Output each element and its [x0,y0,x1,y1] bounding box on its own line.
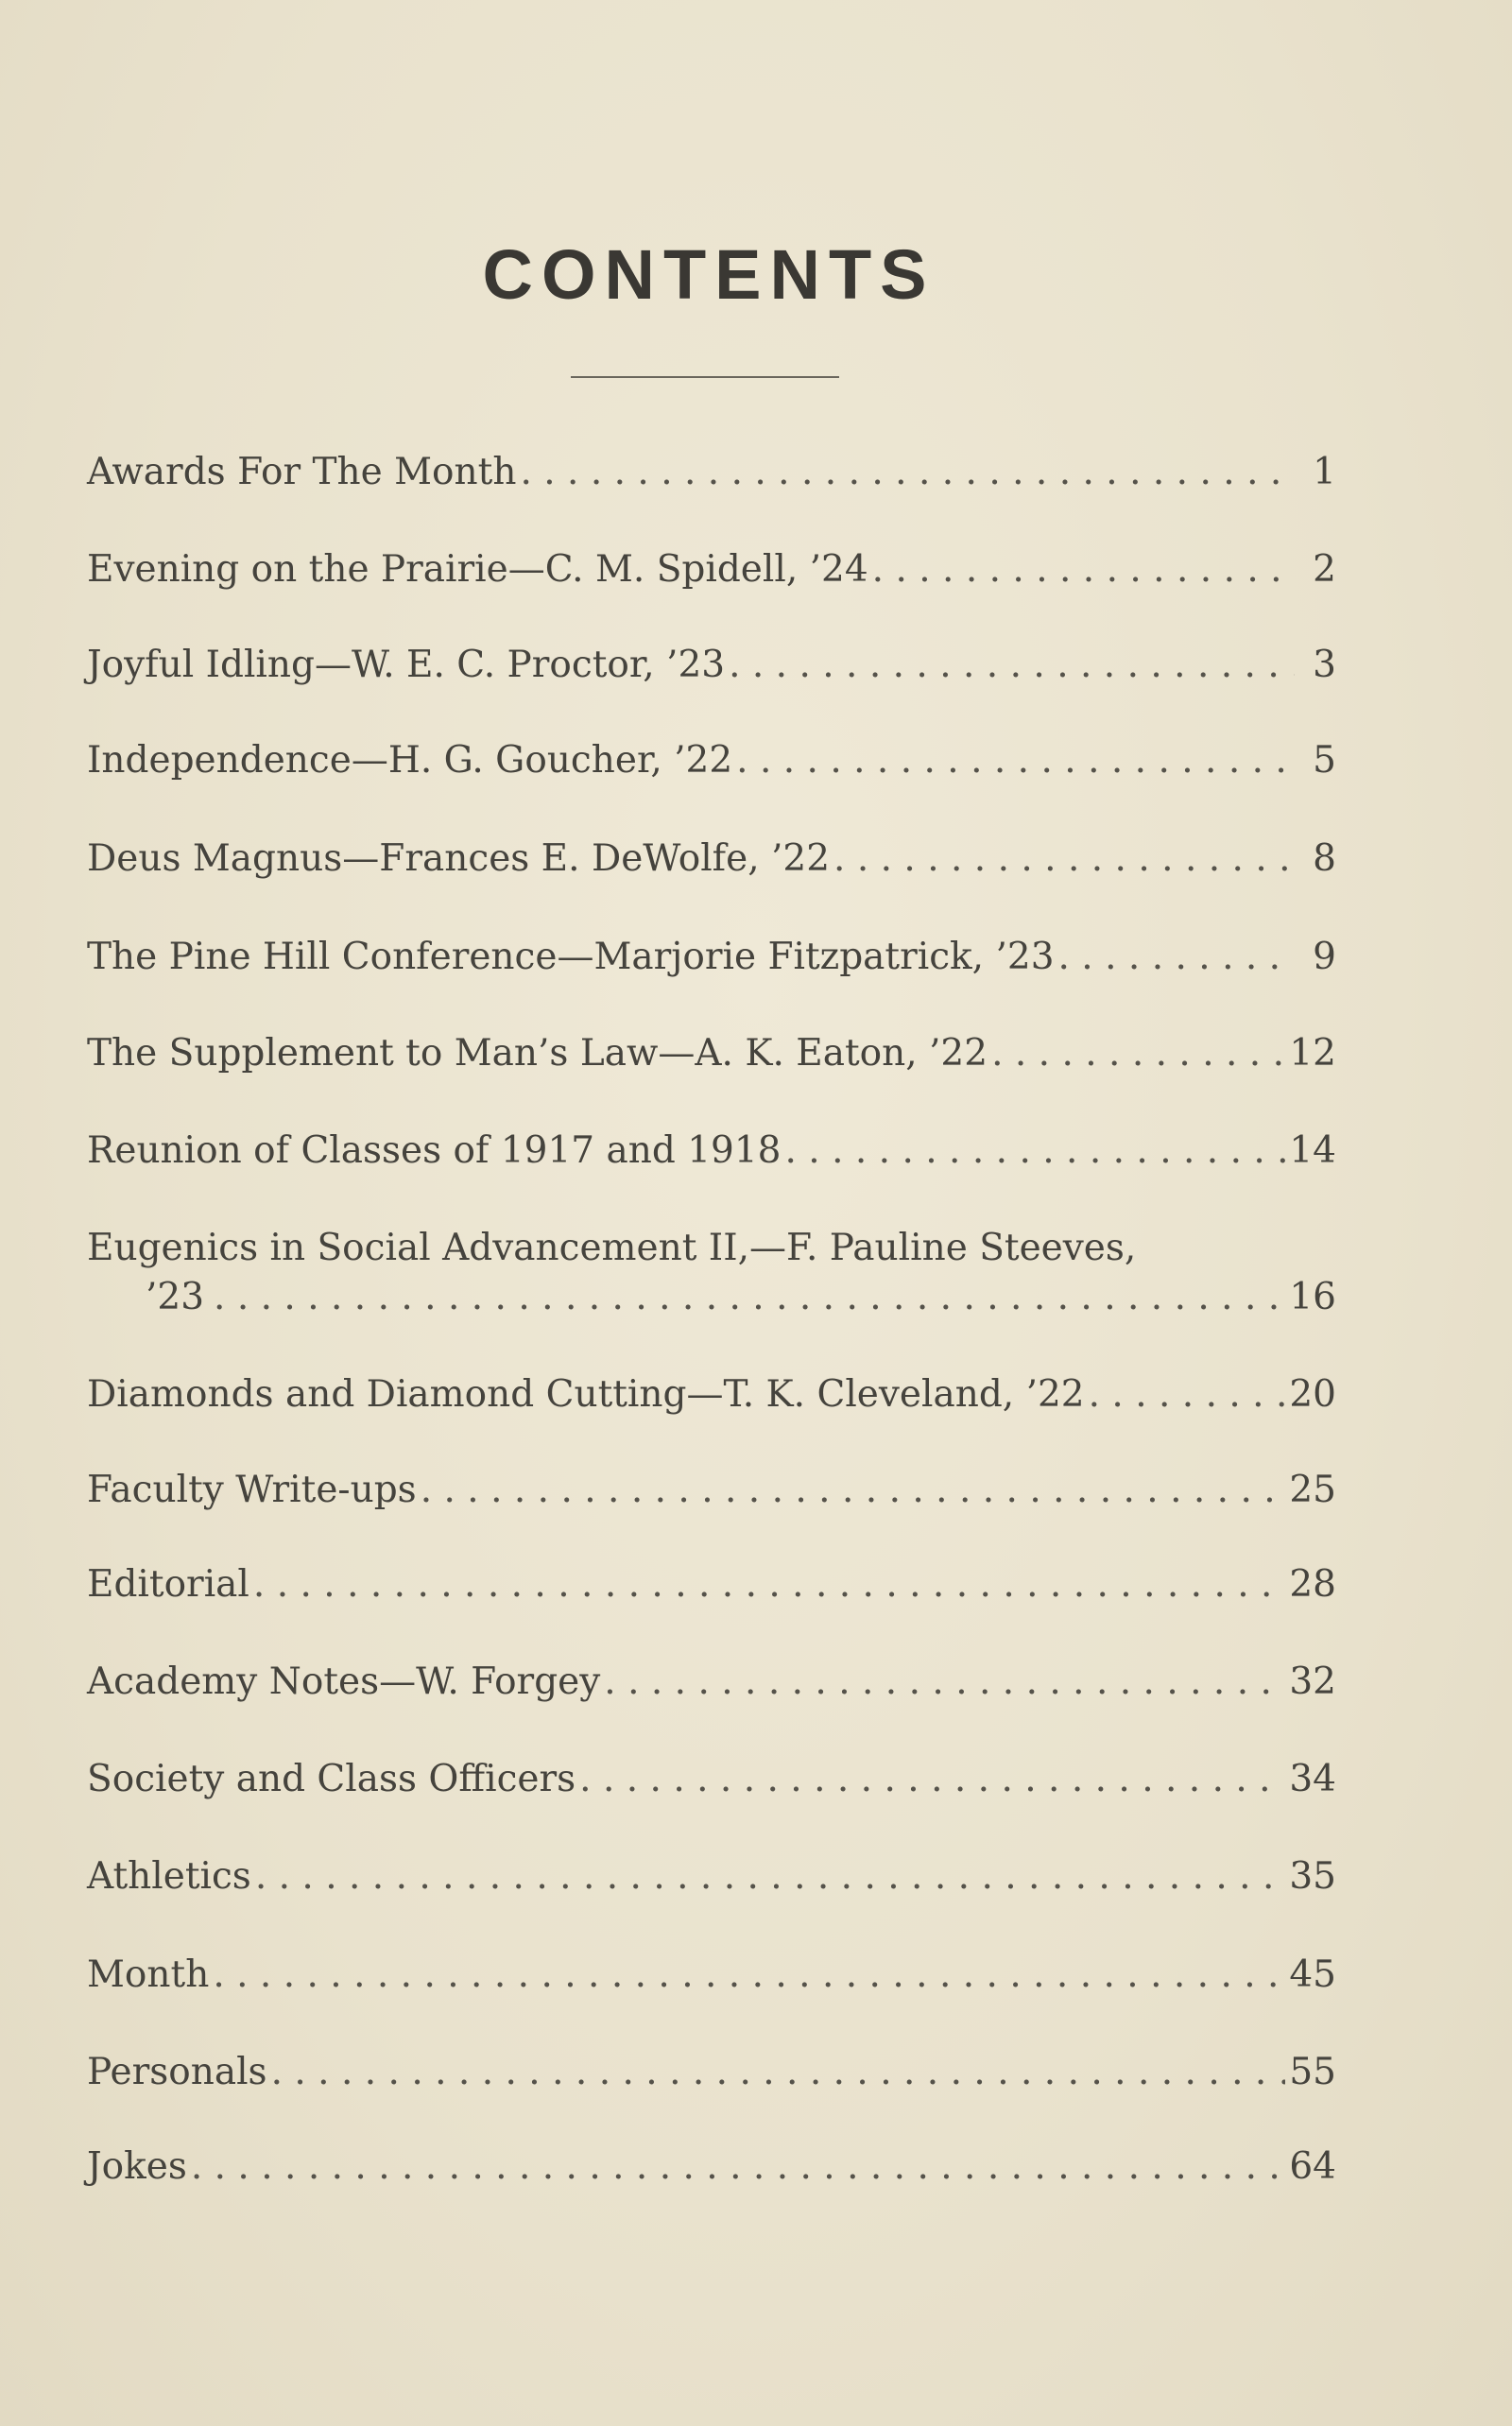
leader-dots [736,739,1295,782]
leader-dots [833,837,1295,880]
entry-title: Personals [87,2051,267,2093]
toc-entry [87,1032,1336,1081]
entry-title: Independence—H. G. Goucher, ’22 [87,739,733,782]
entry-page-number: 2 [1313,548,1336,591]
toc-entry [87,451,1336,500]
leader-dots [729,644,1295,686]
entry-title: Month [87,1953,210,1996]
leader-dots [421,1469,1286,1511]
leader-dots [1058,936,1295,978]
leader-dots [872,548,1295,591]
entry-title: The Pine Hill Conference—Marjorie Fitzpatrick, ’23 [87,936,1055,978]
leader-dots [191,2145,1286,2188]
leader-dots [520,451,1295,493]
entry-page-number: 5 [1313,739,1336,782]
entry-page-number: 16 [1289,1276,1336,1318]
entry-page-number: 14 [1289,1129,1336,1172]
entry-title: Joyful Idling—W. E. C. Proctor, ’23 [87,644,726,686]
entry-title: Eugenics in Social Advancement II,—F. Pauline Steeves, [87,1227,1137,1269]
entry-title: Deus Magnus—Frances E. DeWolfe, ’22 [87,837,831,880]
entry-page-number: 9 [1313,936,1336,978]
entry-title: Evening on the Prairie—C. M. Spidell, ’24 [87,548,868,591]
entry-page-number: 28 [1289,1563,1336,1606]
leader-dots [785,1129,1286,1172]
toc-entry [87,1227,1336,1325]
toc-entry [87,739,1336,788]
entry-title: Society and Class Officers [87,1758,576,1800]
entry-title: The Supplement to Man’s Law—A. K. Eaton, ’22 [87,1032,988,1075]
entry-page-number: 1 [1313,451,1336,493]
entry-page-number: 12 [1289,1032,1336,1075]
leader-dots [253,1563,1285,1606]
entry-page-number: 45 [1289,1953,1336,1996]
toc-entry [87,936,1336,985]
entry-page-number: 25 [1289,1469,1336,1511]
toc-entry [87,1373,1336,1422]
toc-entry [87,1563,1336,1612]
leader-dots [604,1660,1285,1703]
leader-dots [579,1758,1285,1800]
entry-page-number: 8 [1313,837,1336,880]
entry-title: Academy Notes—W. Forgey [87,1660,601,1703]
entry-title: Diamonds and Diamond Cutting—T. K. Cleveland, ’22 [87,1373,1085,1416]
toc-entry [87,2051,1336,2100]
toc-entry [87,1469,1336,1518]
entry-page-number: 20 [1289,1373,1336,1416]
entry-title: Editorial [87,1563,249,1606]
page-title: CONTENTS [482,235,936,314]
leader-dots [213,1953,1285,1996]
toc-entry [87,1953,1336,2003]
toc-entry [87,1129,1336,1179]
entry-title-continuation: ’23 [146,1276,205,1318]
entry-page-number: 32 [1289,1660,1336,1703]
entry-title: Faculty Write-ups [87,1469,417,1511]
entry-page-number: 34 [1289,1758,1336,1800]
entry-page-number: 35 [1289,1855,1336,1898]
toc-entry [87,1855,1336,1904]
leader-dots [214,1276,1285,1318]
entry-title: Awards For The Month [87,451,517,493]
entry-title: Athletics [87,1855,251,1898]
toc-entry [87,2145,1336,2194]
leader-dots [1089,1373,1286,1416]
leader-dots [991,1032,1285,1075]
toc-entry [87,644,1336,693]
toc-entry [87,1758,1336,1807]
toc-entry [87,837,1336,886]
leader-dots [255,1855,1286,1898]
entry-page-number: 55 [1289,2051,1336,2093]
entry-page-number: 3 [1313,644,1336,686]
entry-title: Reunion of Classes of 1917 and 1918 [87,1129,782,1172]
toc-entry [87,1660,1336,1710]
toc-entry [87,548,1336,597]
title-divider [571,376,839,378]
entry-page-number: 64 [1289,2145,1336,2188]
leader-dots [271,2051,1286,2093]
entry-title: Jokes [87,2145,187,2188]
